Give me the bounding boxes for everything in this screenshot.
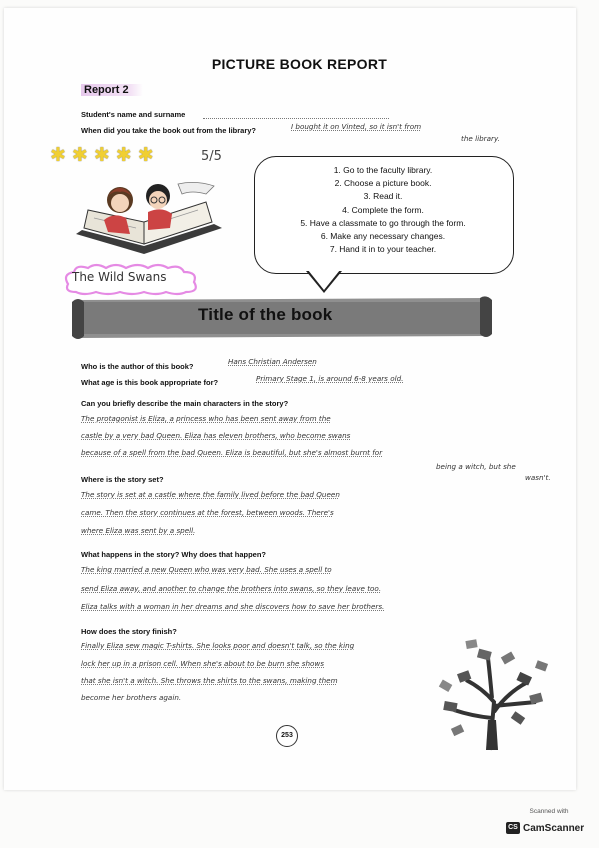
scanned-with-label: Scanned with [529,808,569,815]
characters-answer-line: castle by a very bad Queen. Eliza has eleven brothers, who become swans [81,431,351,440]
instruction-item: 5. Have a classmate to go through the form. [300,217,466,228]
camscanner-icon: CS [506,822,520,834]
camscanner-brand: CamScanner [523,822,585,834]
setting-answer-line: came. Then the story continues at the forest, between woods. There's [81,508,334,517]
plot-question-label: What happens in the story? Why does that happen? [81,550,267,559]
page-number: 253 [276,725,298,747]
loan-question-label: When did you take the book out from the library? [81,126,257,135]
ending-question-label: How does the story finish? [81,627,177,636]
setting-answer-line: The story is set at a castle where the family lived before the bad Queen [81,490,340,499]
banner-title: Title of the book [198,305,333,324]
author-answer: Hans Christian Andersen [228,357,317,366]
children-reading-illustration [74,176,224,266]
student-name-line [203,117,389,119]
instruction-item: 6. Make any necessary changes. [320,231,446,242]
instruction-item: 7. Hand it in to your teacher. [329,244,437,255]
characters-answer-line: wasn't. [525,473,551,482]
instruction-item: 1. Go to the faculty library. [333,165,433,175]
loan-answer-line-2: the library. [461,134,500,143]
characters-answer-line: because of a spell from the bad Queen. Eliza is beautiful, but she's almost burnt for [81,448,383,457]
handwritten-book-title: The Wild Swans [72,270,167,284]
camscanner-logo [506,819,590,837]
ending-answer-line: lock her up in a prison cell. When she's about to be burn she shows [81,659,325,668]
loan-answer-line-1: I bought it on Vinted, so it isn't from [291,122,422,131]
bubble-tail-fill [308,270,340,290]
report-label: Report 2 [81,84,143,96]
book-tree-illustration [432,632,557,752]
instruction-item: 2. Choose a picture book. [334,178,432,189]
star-rating [50,146,154,166]
star-icon: ✱ [71,145,88,166]
page-title: PICTURE BOOK REPORT [211,56,388,72]
plot-answer-line: send Eliza away, and another to change the brothers into swans, so they leave too. [81,584,382,593]
ending-answer-line: Finally Eliza sew magic T-shirts. She looks poor and doesn't talk, so the king [81,641,355,650]
plot-answer-line: Eliza talks with a woman in her dreams and she discovers how to save her brothers. [81,602,385,611]
instruction-item: 4. Complete the form. [342,204,424,215]
ending-answer-line: become her brothers again. [81,693,182,702]
author-question-label: Who is the author of this book? [81,362,194,371]
student-name-label: Student's name and surname [81,110,186,119]
setting-question-label: Where is the story set? [81,475,164,484]
characters-answer-line: The protagonist is Eliza, a princess who has been sent away from the [81,414,331,423]
setting-answer-line: where Eliza was sent by a spell. [81,526,196,535]
star-icon: ✱ [93,145,110,166]
star-icon: ✱ [50,145,66,166]
ending-answer-line: that she isn't a witch. She throws the shirts to the swans, making them [81,676,338,685]
age-answer: Primary Stage 1, is around 6-8 years old. [256,374,404,383]
star-icon: ✱ [137,145,154,166]
age-question-label: What age is this book appropriate for? [81,378,219,387]
star-icon: ✱ [115,145,132,166]
rating-score: 5/5 [201,149,222,164]
instructions-list [256,164,510,256]
characters-question-label: Can you briefly describe the main characters in the story? [81,399,289,408]
instruction-item: 3. Read it. [363,191,403,202]
instructions-list-clip [256,160,510,270]
plot-answer-line: The king married a new Queen who was very bad. She uses a spell to [81,565,332,574]
characters-answer-line: being a witch, but she [436,462,516,471]
